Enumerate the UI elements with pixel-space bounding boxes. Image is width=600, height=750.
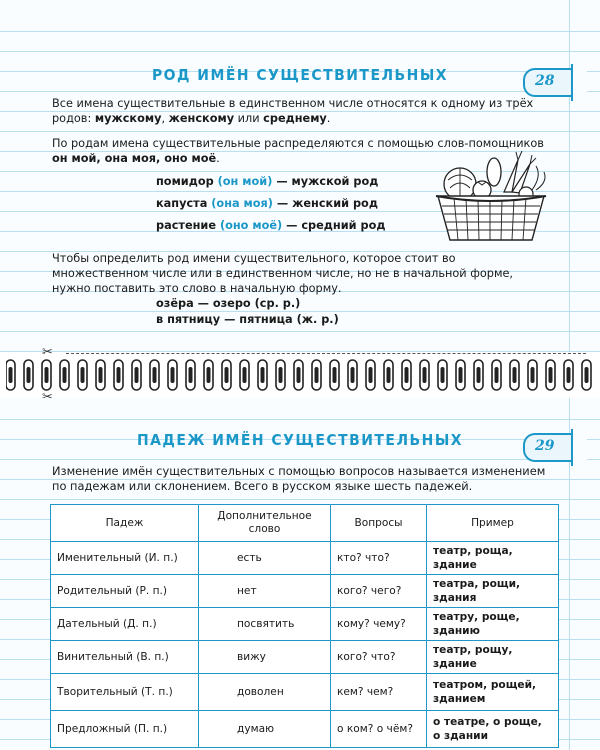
table-row bbox=[51, 711, 559, 748]
top-card bbox=[0, 0, 600, 352]
header-example: Пример bbox=[427, 505, 559, 542]
cell-questions: о ком? о чём? bbox=[331, 711, 427, 748]
cell-example: театр, рощу, здание bbox=[427, 641, 559, 674]
section-title-gender: РОД ИМЁН СУЩЕСТВИТЕЛЬНЫХ bbox=[151, 66, 449, 84]
paragraph-initial-form: Чтобы определить род имени существительного, которое стоит во множественном числе или в единственном числе, но не в начальной форме, нужно поставить это слово в начальную форму. bbox=[52, 252, 514, 295]
cell-case: Именительный (И. п.) bbox=[51, 542, 199, 575]
example-row-masculine: помидор (он мой) — мужской род bbox=[156, 175, 379, 188]
cell-case: Творительный (Т. п.) bbox=[51, 674, 199, 711]
example-row-neuter: растение (оно моё) — средний род bbox=[156, 219, 386, 232]
cell-example: о театре, о роще, о здании bbox=[427, 711, 559, 748]
cell-case: Дательный (Д. п.) bbox=[51, 608, 199, 641]
cell-case: Родительный (Р. п.) bbox=[51, 575, 199, 608]
cell-case: Винительный (В. п.) bbox=[51, 641, 199, 674]
cell-questions: кого? что? bbox=[331, 641, 427, 674]
table-row bbox=[51, 641, 559, 674]
table-row bbox=[51, 608, 559, 641]
vegetable-basket-illustration bbox=[432, 146, 550, 246]
cell-example: театр, роща, здание bbox=[427, 542, 559, 575]
paragraph-genders: Все имена существительные в единственном числе относятся к одному из трёх родов: мужскому, женскому или среднему. bbox=[52, 97, 534, 125]
cell-questions: кому? чему? bbox=[331, 608, 427, 641]
cell-extra-word: вижу bbox=[199, 641, 331, 674]
table-row bbox=[51, 674, 559, 711]
cell-extra-word: есть bbox=[199, 542, 331, 575]
spiral-binding bbox=[6, 357, 596, 393]
page-tab-29 bbox=[523, 433, 583, 462]
example-friday: в пятницу — пятница (ж. р.) bbox=[156, 313, 339, 326]
cell-questions: кто? что? bbox=[331, 542, 427, 575]
cell-questions: кем? чем? bbox=[331, 674, 427, 711]
scissors-icon: ✂ bbox=[42, 345, 53, 360]
page-tab-28 bbox=[523, 68, 583, 97]
cell-extra-word: доволен bbox=[199, 674, 331, 711]
header-case: Падеж bbox=[51, 505, 199, 542]
page-number: 28 bbox=[535, 73, 555, 89]
cases-table bbox=[50, 504, 559, 748]
table-row bbox=[51, 542, 559, 575]
section-title-case: ПАДЕЖ ИМЁН СУЩЕСТВИТЕЛЬНЫХ bbox=[136, 431, 464, 449]
table-row bbox=[51, 575, 559, 608]
paragraph-helpers: По родам имена существительные распределяются с помощью слов-помощников он мой, она моя, оно моё. bbox=[52, 137, 544, 165]
cut-line-top bbox=[66, 353, 586, 354]
paragraph-cases-intro: Изменение имён существительных с помощью вопросов называется изменением по падежам или склонением. Всего в русском языке шесть падежей. bbox=[52, 464, 546, 493]
page-number: 29 bbox=[535, 438, 555, 454]
cell-extra-word: думаю bbox=[199, 711, 331, 748]
cell-extra-word: посвятить bbox=[199, 608, 331, 641]
cell-example: театру, роще, зданию bbox=[427, 608, 559, 641]
cell-questions: кого? чего? bbox=[331, 575, 427, 608]
cell-case: Предложный (П. п.) bbox=[51, 711, 199, 748]
example-row-feminine: капуста (она моя) — женский род bbox=[156, 197, 378, 210]
example-lakes: озёра — озеро (ср. р.) bbox=[156, 297, 301, 310]
cell-extra-word: нет bbox=[199, 575, 331, 608]
header-questions: Вопросы bbox=[331, 505, 427, 542]
cell-example: театра, рощи, здания bbox=[427, 575, 559, 608]
cell-example: театром, рощей, зданием bbox=[427, 674, 559, 711]
header-extra-word: Дополнительное слово bbox=[199, 505, 331, 542]
table-header-row bbox=[51, 505, 559, 542]
